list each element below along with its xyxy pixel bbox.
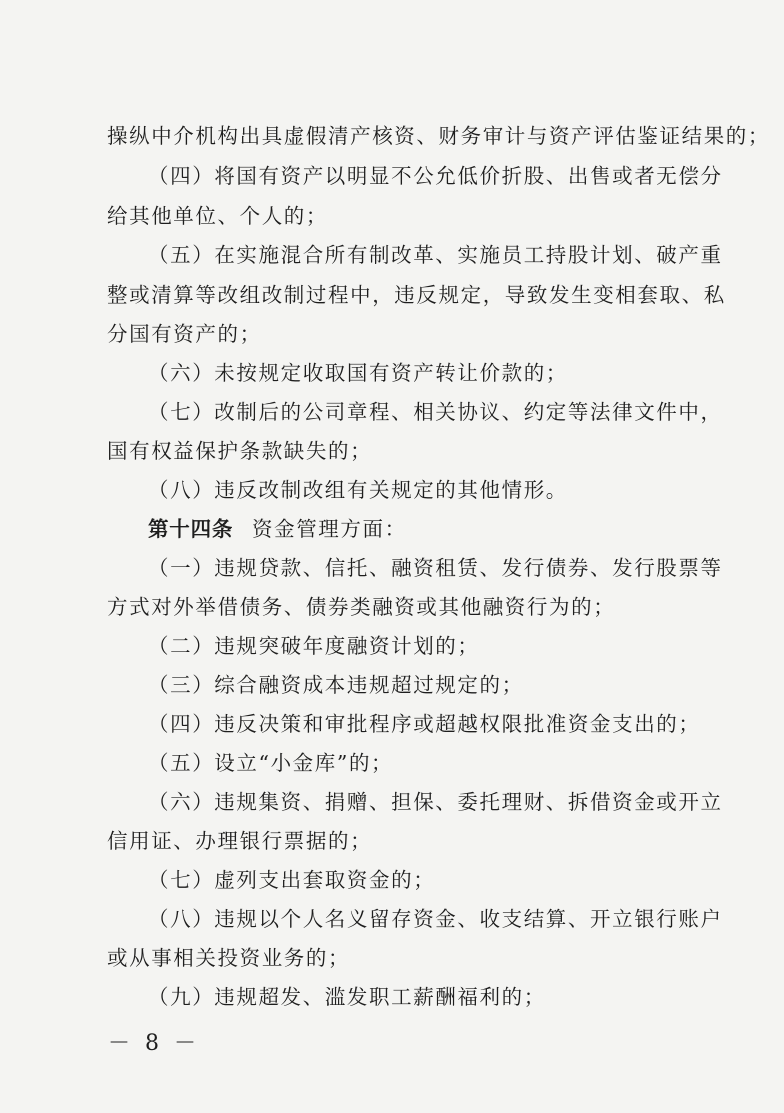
- text-line: （五）设立“小金库”的；: [148, 751, 394, 775]
- text-line: （九）违规超发、滥发职工薪酬福利的；: [148, 985, 546, 1009]
- text-line: （八）违反改制改组有关规定的其他情形。: [148, 478, 568, 502]
- article-text: 资金管理方面：: [252, 517, 407, 541]
- text-line: （六）未按规定收取国有资产转让价款的；: [148, 361, 568, 385]
- text-line: （五）在实施混合所有制改革、实施员工持股计划、破产重: [148, 243, 723, 267]
- text-line: 信用证、办理银行票据的；: [107, 829, 373, 853]
- text-line: （一）违规贷款、信托、融资租赁、发行债券、发行股票等: [148, 556, 723, 580]
- text-line: （八）违规以个人名义留存资金、收支结算、开立银行账户: [148, 907, 723, 931]
- text-line: （三）综合融资成本违规超过规定的；: [148, 673, 524, 697]
- page-number: － 8 －: [108, 1031, 200, 1056]
- text-line: （六）违规集资、捐赠、担保、委托理财、拆借资金或开立: [148, 790, 723, 814]
- text-line: （四）将国有资产以明显不公允低价折股、出售或者无偿分: [148, 164, 723, 188]
- text-line: 方式对外举借债务、债券类融资或其他融资行为的；: [107, 595, 616, 619]
- article-title: 第十四条: [148, 517, 234, 541]
- text-line: 给其他单位、个人的；: [107, 204, 328, 228]
- text-line: （七）改制后的公司章程、相关协议、约定等法律文件中，: [148, 400, 723, 424]
- text-line: 国有权益保护条款缺失的；: [107, 439, 373, 463]
- text-line: （七）虚列支出套取资金的；: [148, 868, 436, 892]
- text-line: 整或清算等改组改制过程中，违反规定，导致发生变相套取、私: [107, 283, 726, 307]
- text-line: （二）违规突破年度融资计划的；: [148, 634, 480, 658]
- article-heading-line: [148, 509, 697, 549]
- text-line: 操纵中介机构出具虚假清产核资、财务审计与资产评估鉴证结果的；: [107, 124, 770, 148]
- text-line: 分国有资产的；: [107, 322, 262, 346]
- text-line: 或从事相关投资业务的；: [107, 946, 351, 970]
- text-line: （四）违反决策和审批程序或超越权限批准资金支出的；: [148, 712, 701, 736]
